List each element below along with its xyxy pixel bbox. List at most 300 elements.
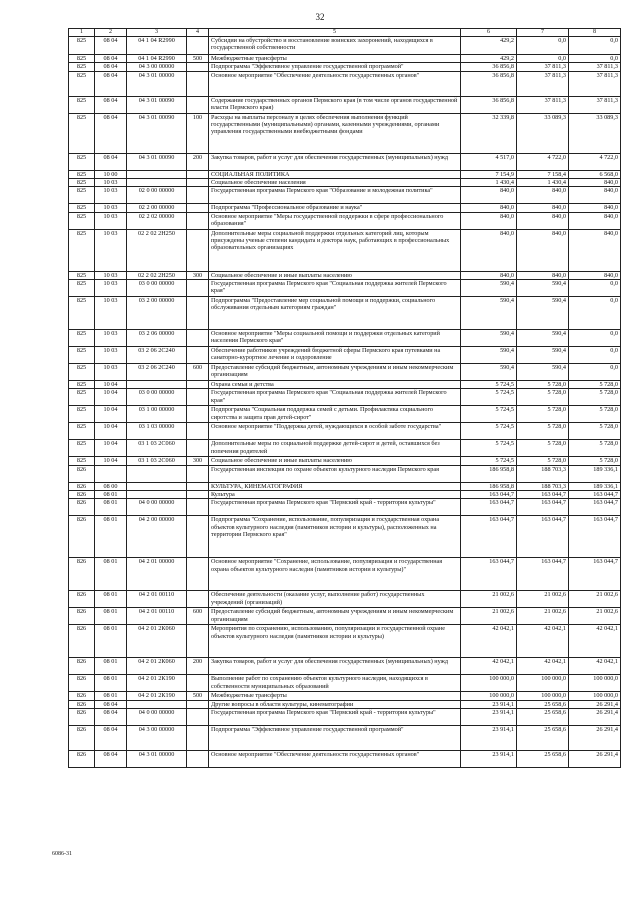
cell-description: Культура <box>209 490 461 498</box>
table-row <box>69 363 621 380</box>
cell-amount-year-1: 163 044,7 <box>461 499 517 516</box>
cell-target-article: 04 2 01 2К060 <box>127 658 187 675</box>
cell-target-article: 03 2 06 00000 <box>127 329 187 346</box>
table-row <box>69 423 621 440</box>
cell-section-code: 08 04 <box>95 55 127 63</box>
cell-description: Социальное обеспечение и иные выплаты населению <box>209 457 461 465</box>
cell-amount-year-3: 37 811,3 <box>569 63 621 71</box>
table-row <box>69 96 621 113</box>
cell-ministry-code: 825 <box>69 113 95 153</box>
table-row <box>69 187 621 204</box>
cell-ministry-code: 826 <box>69 708 95 725</box>
cell-description: Субсидии на обустройство и восстановление воинских захоронений, находящихся в государственной собственности <box>209 37 461 55</box>
cell-expense-type: 300 <box>187 457 209 465</box>
footer-code: 6086-31 <box>52 851 72 857</box>
cell-amount-year-3: 100 000,0 <box>569 675 621 692</box>
cell-amount-year-1: 590,4 <box>461 346 517 363</box>
cell-section-code: 10 00 <box>95 170 127 178</box>
cell-target-article: 04 3 01 00090 <box>127 96 187 113</box>
cell-description: Основное мероприятие "Меры государственной поддержки в сфере профессионального образования" <box>209 212 461 229</box>
cell-amount-year-1: 163 044,7 <box>461 490 517 498</box>
cell-amount-year-2: 5 728,0 <box>517 380 569 388</box>
cell-description: Социальное обеспечение и иные выплаты населению <box>209 271 461 279</box>
cell-description: Другие вопросы в области культуры, кинематографии <box>209 700 461 708</box>
cell-amount-year-1: 4 517,0 <box>461 153 517 170</box>
cell-amount-year-3: 6 568,0 <box>569 170 621 178</box>
cell-ministry-code: 826 <box>69 658 95 675</box>
cell-ministry-code: 825 <box>69 179 95 187</box>
cell-amount-year-1: 42 042,1 <box>461 658 517 675</box>
cell-expense-type <box>187 389 209 406</box>
cell-description: Подпрограмма "Эффективное управление государственной программой" <box>209 725 461 750</box>
cell-amount-year-1: 23 914,1 <box>461 700 517 708</box>
column-number: 6 <box>461 29 517 37</box>
cell-amount-year-2: 188 703,3 <box>517 465 569 482</box>
cell-target-article: 04 2 01 00110 <box>127 608 187 625</box>
cell-expense-type <box>187 708 209 725</box>
cell-ministry-code: 825 <box>69 423 95 440</box>
cell-amount-year-2: 590,4 <box>517 329 569 346</box>
cell-ministry-code: 825 <box>69 457 95 465</box>
cell-amount-year-2: 25 658,6 <box>517 708 569 725</box>
table-row <box>69 71 621 96</box>
cell-amount-year-1: 23 914,1 <box>461 708 517 725</box>
cell-amount-year-1: 5 724,5 <box>461 389 517 406</box>
cell-description: КУЛЬТУРА, КИНЕМАТОГРАФИЯ <box>209 482 461 490</box>
cell-ministry-code: 825 <box>69 229 95 271</box>
cell-amount-year-2: 163 044,7 <box>517 499 569 516</box>
cell-target-article: 04 0 00 00000 <box>127 499 187 516</box>
cell-amount-year-1: 100 000,0 <box>461 675 517 692</box>
cell-ministry-code: 825 <box>69 363 95 380</box>
table-row <box>69 440 621 457</box>
cell-target-article: 04 3 00 00000 <box>127 63 187 71</box>
column-number: 7 <box>517 29 569 37</box>
cell-section-code: 10 03 <box>95 187 127 204</box>
cell-expense-type: 500 <box>187 692 209 700</box>
cell-amount-year-3: 37 811,3 <box>569 71 621 96</box>
table-row <box>69 708 621 725</box>
column-number: 2 <box>95 29 127 37</box>
cell-section-code: 08 04 <box>95 96 127 113</box>
cell-section-code: 08 01 <box>95 516 127 558</box>
cell-ministry-code: 826 <box>69 608 95 625</box>
table-row <box>69 499 621 516</box>
cell-amount-year-3: 0,0 <box>569 296 621 329</box>
cell-amount-year-3: 0,0 <box>569 363 621 380</box>
table-row <box>69 406 621 423</box>
table-row <box>69 700 621 708</box>
cell-amount-year-2: 840,0 <box>517 212 569 229</box>
cell-amount-year-2: 100 000,0 <box>517 692 569 700</box>
cell-amount-year-1: 840,0 <box>461 271 517 279</box>
cell-expense-type <box>187 675 209 692</box>
cell-expense-type <box>187 423 209 440</box>
cell-amount-year-3: 189 336,1 <box>569 482 621 490</box>
cell-expense-type: 600 <box>187 608 209 625</box>
cell-amount-year-2: 0,0 <box>517 55 569 63</box>
cell-ministry-code: 825 <box>69 389 95 406</box>
cell-amount-year-3: 26 291,4 <box>569 708 621 725</box>
cell-target-article: 03 1 00 00000 <box>127 406 187 423</box>
cell-expense-type: 100 <box>187 113 209 153</box>
cell-amount-year-3: 21 002,6 <box>569 591 621 608</box>
cell-expense-type <box>187 440 209 457</box>
cell-section-code: 08 01 <box>95 591 127 608</box>
cell-ministry-code: 825 <box>69 204 95 212</box>
cell-target-article: 04 2 01 2К190 <box>127 675 187 692</box>
cell-target-article: 03 2 06 2С240 <box>127 363 187 380</box>
cell-description: Государственная инспекция по охране объектов культурного наследия Пермского края <box>209 465 461 482</box>
cell-amount-year-3: 0,0 <box>569 329 621 346</box>
cell-amount-year-2: 5 728,0 <box>517 389 569 406</box>
cell-expense-type <box>187 96 209 113</box>
cell-section-code: 10 03 <box>95 329 127 346</box>
cell-ministry-code: 826 <box>69 591 95 608</box>
cell-ministry-code: 825 <box>69 187 95 204</box>
cell-amount-year-3: 42 042,1 <box>569 658 621 675</box>
table-row <box>69 380 621 388</box>
cell-section-code: 10 03 <box>95 271 127 279</box>
cell-amount-year-2: 163 044,7 <box>517 490 569 498</box>
column-number: 4 <box>187 29 209 37</box>
cell-section-code: 08 04 <box>95 63 127 71</box>
cell-description: Предоставление субсидий бюджетным, автономным учреждениям и иным некоммерческим организациям <box>209 608 461 625</box>
table-row <box>69 63 621 71</box>
cell-amount-year-1: 23 914,1 <box>461 750 517 767</box>
cell-amount-year-3: 0,0 <box>569 279 621 296</box>
cell-amount-year-3: 5 728,0 <box>569 457 621 465</box>
cell-ministry-code: 825 <box>69 296 95 329</box>
cell-section-code: 08 01 <box>95 658 127 675</box>
table-row <box>69 389 621 406</box>
cell-amount-year-2: 42 042,1 <box>517 625 569 658</box>
cell-amount-year-2: 100 000,0 <box>517 675 569 692</box>
cell-expense-type <box>187 380 209 388</box>
cell-section-code: 10 03 <box>95 279 127 296</box>
cell-ministry-code: 825 <box>69 406 95 423</box>
table-row <box>69 279 621 296</box>
cell-description: Подпрограмма "Предоставление мер социальной помощи и поддержки, социального обслуживания отдельным категориям граждан" <box>209 296 461 329</box>
cell-section-code: 10 04 <box>95 423 127 440</box>
cell-amount-year-2: 21 002,6 <box>517 591 569 608</box>
cell-amount-year-2: 25 658,6 <box>517 725 569 750</box>
cell-amount-year-2: 33 089,3 <box>517 113 569 153</box>
cell-target-article <box>127 490 187 498</box>
table-row <box>69 591 621 608</box>
cell-target-article: 02 0 00 00000 <box>127 187 187 204</box>
cell-section-code: 08 01 <box>95 490 127 498</box>
cell-amount-year-2: 840,0 <box>517 187 569 204</box>
cell-amount-year-1: 1 430,4 <box>461 179 517 187</box>
cell-description: Подпрограмма "Эффективное управление государственной программой" <box>209 63 461 71</box>
cell-description: Межбюджетные трансферты <box>209 55 461 63</box>
cell-description: Расходы на выплаты персоналу в целях обеспечения выполнения функций государственными (муниципальными) органами, казенными учреждениями, органами управления государственными внебюджетными фондами <box>209 113 461 153</box>
cell-target-article: 04 1 04 R2990 <box>127 37 187 55</box>
cell-amount-year-3: 37 811,3 <box>569 96 621 113</box>
cell-target-article: 04 3 01 00090 <box>127 113 187 153</box>
cell-ministry-code: 825 <box>69 346 95 363</box>
cell-section-code: 08 04 <box>95 725 127 750</box>
cell-description: Предоставление субсидий бюджетным, автономным учреждениям и иным некоммерческим организациям <box>209 363 461 380</box>
column-number: 3 <box>127 29 187 37</box>
cell-section-code: 08 04 <box>95 153 127 170</box>
cell-target-article: 03 0 00 00000 <box>127 389 187 406</box>
cell-amount-year-1: 36 856,8 <box>461 63 517 71</box>
cell-expense-type: 200 <box>187 658 209 675</box>
cell-ministry-code: 825 <box>69 440 95 457</box>
cell-target-article: 04 3 01 00000 <box>127 71 187 96</box>
cell-section-code: 10 04 <box>95 380 127 388</box>
cell-target-article <box>127 700 187 708</box>
cell-amount-year-1: 5 724,5 <box>461 423 517 440</box>
cell-amount-year-1: 32 339,8 <box>461 113 517 153</box>
cell-amount-year-2: 5 728,0 <box>517 457 569 465</box>
cell-expense-type <box>187 63 209 71</box>
cell-amount-year-3: 840,0 <box>569 229 621 271</box>
budget-table <box>68 28 621 768</box>
cell-target-article: 04 2 01 2К060 <box>127 625 187 658</box>
cell-section-code: 10 03 <box>95 363 127 380</box>
cell-expense-type <box>187 212 209 229</box>
cell-ministry-code: 825 <box>69 329 95 346</box>
table-row <box>69 465 621 482</box>
cell-ministry-code: 826 <box>69 625 95 658</box>
cell-expense-type: 500 <box>187 55 209 63</box>
cell-amount-year-1: 36 856,8 <box>461 96 517 113</box>
table-row <box>69 750 621 767</box>
cell-description: Дополнительные меры социальной поддержки отдельных категорий лиц, которым присуждены ученые степени кандидата и доктора наук, работающих в профессиональных образовательных организациях <box>209 229 461 271</box>
cell-description: Основное мероприятие "Меры социальной помощи и поддержки отдельных категорий населения Пермского края" <box>209 329 461 346</box>
cell-expense-type <box>187 700 209 708</box>
cell-expense-type <box>187 406 209 423</box>
cell-description: Закупка товаров, работ и услуг для обеспечения государственных (муниципальных) нужд <box>209 153 461 170</box>
cell-target-article: 02 2 02 2Н250 <box>127 271 187 279</box>
cell-amount-year-1: 36 856,8 <box>461 71 517 96</box>
cell-amount-year-3: 5 728,0 <box>569 380 621 388</box>
cell-amount-year-3: 163 044,7 <box>569 558 621 591</box>
cell-amount-year-2: 37 811,3 <box>517 96 569 113</box>
cell-ministry-code: 826 <box>69 692 95 700</box>
cell-expense-type: 300 <box>187 271 209 279</box>
cell-amount-year-1: 186 958,8 <box>461 465 517 482</box>
cell-amount-year-1: 840,0 <box>461 229 517 271</box>
page-number: 32 <box>315 12 325 22</box>
cell-section-code: 08 01 <box>95 499 127 516</box>
cell-amount-year-2: 840,0 <box>517 229 569 271</box>
cell-section-code: 08 01 <box>95 608 127 625</box>
cell-target-article: 04 3 00 00000 <box>127 725 187 750</box>
cell-amount-year-3: 840,0 <box>569 271 621 279</box>
cell-ministry-code: 825 <box>69 380 95 388</box>
cell-amount-year-3: 100 000,0 <box>569 692 621 700</box>
cell-amount-year-3: 0,0 <box>569 37 621 55</box>
cell-description: СОЦИАЛЬНАЯ ПОЛИТИКА <box>209 170 461 178</box>
cell-target-article: 04 2 01 00000 <box>127 558 187 591</box>
cell-expense-type <box>187 482 209 490</box>
cell-amount-year-1: 590,4 <box>461 296 517 329</box>
cell-expense-type <box>187 490 209 498</box>
cell-description: Содержание государственных органов Пермского края (в том числе органов государственной власти Пермского края) <box>209 96 461 113</box>
cell-section-code: 10 03 <box>95 179 127 187</box>
cell-section-code: 10 03 <box>95 296 127 329</box>
cell-target-article: 04 3 01 00000 <box>127 750 187 767</box>
cell-target-article: 04 3 01 00090 <box>127 153 187 170</box>
cell-expense-type <box>187 204 209 212</box>
cell-description: Мероприятия по сохранению, использованию, популяризации и государственной охране объектов культурного наследия (памятников истории и культуры) <box>209 625 461 658</box>
cell-amount-year-1: 5 724,5 <box>461 440 517 457</box>
table-row <box>69 608 621 625</box>
cell-expense-type <box>187 279 209 296</box>
cell-expense-type <box>187 170 209 178</box>
cell-description: Охрана семьи и детства <box>209 380 461 388</box>
cell-section-code: 10 03 <box>95 212 127 229</box>
cell-amount-year-3: 840,0 <box>569 212 621 229</box>
table-row <box>69 457 621 465</box>
cell-amount-year-1: 590,4 <box>461 363 517 380</box>
cell-amount-year-2: 163 044,7 <box>517 558 569 591</box>
cell-amount-year-1: 7 154,9 <box>461 170 517 178</box>
table-row <box>69 153 621 170</box>
cell-ministry-code: 826 <box>69 482 95 490</box>
column-number-row <box>69 29 621 37</box>
cell-section-code <box>95 465 127 482</box>
cell-description: Межбюджетные трансферты <box>209 692 461 700</box>
cell-amount-year-2: 840,0 <box>517 271 569 279</box>
cell-section-code: 08 01 <box>95 558 127 591</box>
cell-amount-year-1: 429,2 <box>461 55 517 63</box>
cell-description: Обеспечение деятельности (оказание услуг, выполнение работ) государственных учреждений (организаций) <box>209 591 461 608</box>
cell-amount-year-2: 42 042,1 <box>517 658 569 675</box>
cell-ministry-code: 825 <box>69 170 95 178</box>
cell-description: Выполнение работ по сохранению объектов культурного наследия, находящихся в собственности муниципальных образований <box>209 675 461 692</box>
cell-description: Обеспечение работников учреждений бюджетной сферы Пермского края путевками на санаторно-курортное лечение и оздоровление <box>209 346 461 363</box>
cell-amount-year-1: 23 914,1 <box>461 725 517 750</box>
cell-amount-year-1: 163 044,7 <box>461 558 517 591</box>
cell-section-code: 08 04 <box>95 71 127 96</box>
cell-section-code: 10 03 <box>95 204 127 212</box>
cell-amount-year-2: 25 658,6 <box>517 700 569 708</box>
cell-amount-year-1: 163 044,7 <box>461 516 517 558</box>
cell-amount-year-1: 5 724,5 <box>461 406 517 423</box>
cell-amount-year-3: 840,0 <box>569 187 621 204</box>
cell-ministry-code: 826 <box>69 750 95 767</box>
cell-amount-year-2: 590,4 <box>517 279 569 296</box>
cell-expense-type <box>187 346 209 363</box>
cell-ministry-code: 826 <box>69 700 95 708</box>
cell-expense-type: 200 <box>187 153 209 170</box>
cell-amount-year-2: 7 158,4 <box>517 170 569 178</box>
cell-amount-year-2: 21 002,6 <box>517 608 569 625</box>
cell-expense-type: 600 <box>187 363 209 380</box>
column-number: 5 <box>209 29 461 37</box>
cell-expense-type <box>187 499 209 516</box>
cell-section-code: 08 00 <box>95 482 127 490</box>
cell-target-article: 03 1 03 2С060 <box>127 440 187 457</box>
cell-amount-year-2: 590,4 <box>517 296 569 329</box>
cell-amount-year-2: 163 044,7 <box>517 516 569 558</box>
cell-amount-year-3: 26 291,4 <box>569 725 621 750</box>
cell-amount-year-1: 840,0 <box>461 212 517 229</box>
column-number: 1 <box>69 29 95 37</box>
cell-target-article: 02 2 02 2Н250 <box>127 229 187 271</box>
cell-amount-year-1: 590,4 <box>461 279 517 296</box>
cell-expense-type <box>187 229 209 271</box>
table-row <box>69 625 621 658</box>
table-row <box>69 296 621 329</box>
cell-ministry-code: 825 <box>69 212 95 229</box>
cell-target-article: 03 1 03 2С060 <box>127 457 187 465</box>
cell-expense-type <box>187 187 209 204</box>
cell-expense-type <box>187 625 209 658</box>
table-row <box>69 490 621 498</box>
cell-description: Дополнительные меры по социальной поддержке детей-сирот и детей, оставшихся без попечения родителей <box>209 440 461 457</box>
cell-expense-type <box>187 465 209 482</box>
cell-section-code: 10 04 <box>95 406 127 423</box>
cell-target-article: 04 2 01 00110 <box>127 591 187 608</box>
cell-expense-type <box>187 750 209 767</box>
table-row <box>69 516 621 558</box>
cell-section-code: 08 04 <box>95 750 127 767</box>
cell-target-article: 02 2 00 00000 <box>127 204 187 212</box>
cell-expense-type <box>187 71 209 96</box>
cell-ministry-code: 825 <box>69 71 95 96</box>
cell-amount-year-1: 5 724,5 <box>461 380 517 388</box>
cell-amount-year-3: 163 044,7 <box>569 490 621 498</box>
cell-description: Основное мероприятие "Поддержка детей, нуждающихся в особой заботе государства" <box>209 423 461 440</box>
cell-description: Подпрограмма "Социальная поддержка семей с детьми. Профилактика социального сиротства и защита прав детей-сирот" <box>209 406 461 423</box>
cell-target-article: 03 1 03 00000 <box>127 423 187 440</box>
cell-target-article: 04 0 00 00000 <box>127 708 187 725</box>
cell-amount-year-3: 33 089,3 <box>569 113 621 153</box>
cell-ministry-code: 825 <box>69 279 95 296</box>
table-row <box>69 482 621 490</box>
cell-ministry-code: 826 <box>69 558 95 591</box>
cell-ministry-code: 826 <box>69 490 95 498</box>
cell-section-code: 10 04 <box>95 389 127 406</box>
cell-section-code: 10 04 <box>95 440 127 457</box>
cell-amount-year-2: 590,4 <box>517 363 569 380</box>
cell-section-code: 10 03 <box>95 229 127 271</box>
cell-amount-year-3: 5 728,0 <box>569 423 621 440</box>
cell-description: Основное мероприятие "Обеспечение деятельности государственных органов" <box>209 750 461 767</box>
cell-amount-year-2: 1 430,4 <box>517 179 569 187</box>
cell-ministry-code: 825 <box>69 63 95 71</box>
cell-amount-year-3: 5 728,0 <box>569 440 621 457</box>
cell-ministry-code: 825 <box>69 153 95 170</box>
cell-ministry-code: 826 <box>69 675 95 692</box>
cell-section-code: 08 01 <box>95 625 127 658</box>
table-row <box>69 113 621 153</box>
cell-description: Основное мероприятие "Обеспечение деятельности государственных органов" <box>209 71 461 96</box>
cell-amount-year-3: 840,0 <box>569 204 621 212</box>
cell-amount-year-1: 42 042,1 <box>461 625 517 658</box>
cell-amount-year-1: 21 002,6 <box>461 608 517 625</box>
cell-target-article <box>127 380 187 388</box>
cell-amount-year-1: 21 002,6 <box>461 591 517 608</box>
cell-description: Государственная программа Пермского края "Социальная поддержка жителей Пермского края" <box>209 279 461 296</box>
cell-expense-type <box>187 329 209 346</box>
cell-amount-year-3: 4 722,0 <box>569 153 621 170</box>
table-row <box>69 204 621 212</box>
cell-amount-year-2: 5 728,0 <box>517 406 569 423</box>
cell-amount-year-3: 0,0 <box>569 55 621 63</box>
table-row <box>69 271 621 279</box>
cell-amount-year-2: 590,4 <box>517 346 569 363</box>
cell-amount-year-1: 186 958,8 <box>461 482 517 490</box>
cell-amount-year-2: 37 811,3 <box>517 71 569 96</box>
cell-description: Подпрограмма "Сохранение, использование, популяризация и государственная охрана объектов культурного наследия (памятников истории и культуры), расположенных на территории Пермского края" <box>209 516 461 558</box>
